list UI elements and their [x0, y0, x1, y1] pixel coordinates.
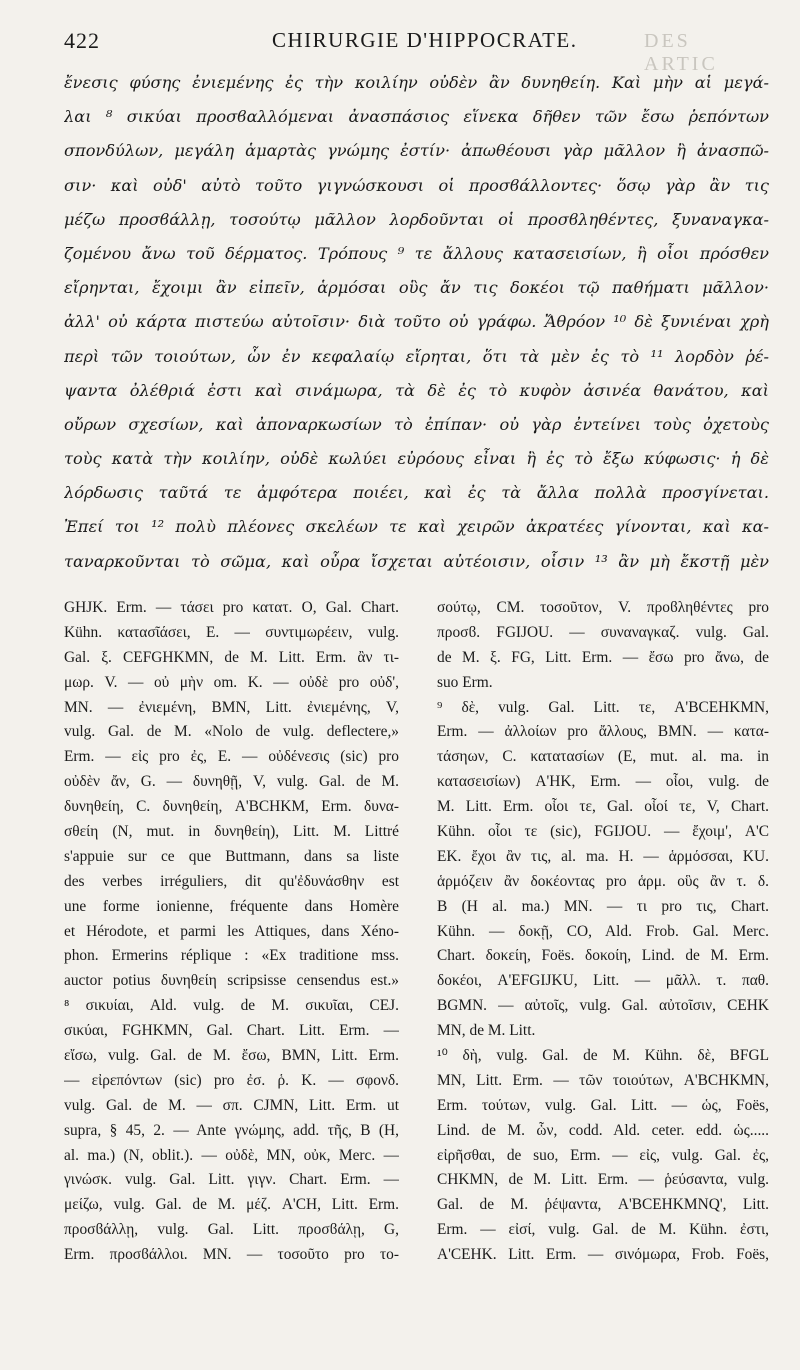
note-line: τάσηων, C. κατατασίων (E, mut. al. ma. in [437, 748, 769, 766]
text-line: οὔρων σχεσίων, καὶ ἀποναρκωσίων τὸ ἐπίπαν· οὐ γὰρ ἐντείνει τοὺς ὀχετοὺς [64, 414, 769, 434]
text-line: ἀλλ' οὐ κάρτα πιστεύω αὐτοῖσιν· διὰ τοῦτο οὐ γράφω. Ἄθρόον ¹⁰ δὲ ξυνιέναι χρὴ [64, 312, 769, 332]
note-line: Erm. — ἀλλοίων pro ἄλλους, BMN. — κατα- [437, 723, 769, 741]
note-line: MN. — ἐνιεμένη, BMN, Litt. ἐνιεμένης, V, [64, 698, 399, 716]
note-line: M. Litt. Erm. οἷοι τε, Gal. οἷοί τε, V, Chart. [437, 798, 769, 816]
note-line: γινώσκ. vulg. Gal. Litt. γιγν. Chart. Erm. — [64, 1171, 399, 1189]
notes-column-left [64, 596, 399, 1268]
note-line: CHKMN, de M. Litt. Erm. — ῥεύσαντα, vulg. [437, 1171, 769, 1189]
note-line: Erm. προσϐάλλοι. MN. — τοσοῦτο pro το- [64, 1246, 399, 1264]
note-line: προσϐάλλῃ, vulg. Gal. Litt. προσϐάλῃ, G, [64, 1221, 399, 1239]
note-line: Erm. — εἰσί, vulg. Gal. de M. Kühn. ἐστι, [437, 1221, 769, 1239]
note-line: auctor potius δυνηθείη scripsisse censendus est.» [64, 972, 399, 990]
note-line: MN, Litt. Erm. — τῶν τοιούτων, A'BCHKMN, [437, 1071, 769, 1089]
main-greek-text [64, 66, 769, 579]
text-line: λόρδωσις ταῦτά τε ἀμφότερα ποιέει, καὶ ἐς τὰ ἄλλα πολλὰ προσγίνεται. [64, 483, 769, 503]
note-line: et Hérodote, et parmi les Attiques, dans Xéno- [64, 922, 399, 940]
page-header [64, 28, 764, 75]
note-line: vulg. Gal. de M. — σπ. CJMN, Litt. Erm. ut [64, 1096, 399, 1114]
note-line: GHJK. Erm. — τάσει pro κατατ. O, Gal. Chart. [64, 599, 399, 616]
bleed-through-text: DES ARTIC [644, 30, 718, 75]
note-line: al. ma.) (N, oblit.). — οὐδὲ, MN, οὐκ, Merc. — [64, 1146, 399, 1164]
note-line: ἁρμόζειν ἂν δοκέοντας pro ἁρμ. οὓς ἂν τ. δ. [437, 872, 769, 890]
note-line: ⁸ σικυίαι, Ald. vulg. de M. σικυῖαι, CEJ. [64, 997, 399, 1015]
text-line: ψαντα ὀλέθριά ἐστι καὶ σινάμωρα, τὰ δὲ ἐς τὸ κυφὸν ἀσινέα θανάτου, καὶ [64, 380, 769, 400]
note-line: σθείη (N, mut. in δυνηθείη), Litt. M. Littré [64, 823, 399, 841]
note-line: προσϐ. FGIJOU. — συναναγκαζ. vulg. Gal. [437, 623, 769, 641]
note-line: Kühn. — δοκῇ, CO, Ald. Frob. Gal. Merc. [437, 922, 769, 940]
note-line: δοκέοι, A'EFGIJKU, Litt. — μᾶλλ. τ. παθ. [437, 972, 769, 990]
note-line: Erm. — εἰς pro ἐς, E. — οὐδένεσις (sic) pro [64, 748, 399, 766]
text-line: ἔνεσις φύσης ἐνιεμένης ἐς τὴν κοιλίην οὐδὲν ἂν δυνηθείη. Καὶ μὴν αἱ μεγά- [64, 73, 769, 92]
note-line: ⁹ δὲ, vulg. Gal. Litt. τε, A'BCEHKMN, [437, 698, 769, 716]
note-line: EK. ἔχοι ἂν τις, al. ma. H. — ἁρμόσσαι, KU. [437, 847, 769, 865]
note-line: suo Erm. [437, 673, 493, 691]
note-line: Erm. τούτων, vulg. Gal. Litt. — ὡς, Foës, [437, 1096, 769, 1114]
note-line: — εἰρεπόντων (sic) pro ἐσ. ῥ. K. — σφονδ. [64, 1071, 399, 1089]
text-line: σιν· καὶ οὐδ' αὐτὸ τοῦτο γιγνώσκουσι οἱ προσϐάλλοντες· ὅσῳ γὰρ ἂν τις [64, 175, 769, 195]
note-line: de M. ξ. FG, Litt. Erm. — ἔσω pro ἄνω, de [437, 648, 769, 666]
note-line: μείζω, vulg. Gal. de M. μέζ. A'CH, Litt. Erm. [64, 1196, 399, 1214]
note-line: supra, § 45, 2. — Ante γνώμης, add. τῆς, B (H, [64, 1121, 399, 1139]
text-line: ζομένου ἄνω τοῦ δέρματος. Τρόπους ⁹ τε ἄλλους κατασεισίων, ἢ οἷοι πρόσθεν [64, 243, 769, 263]
note-line: B (H al. ma.) MN. — τι pro τις, Chart. [437, 897, 769, 915]
note-line: une forme ionienne, fréquente dans Homère [64, 897, 399, 915]
note-line: οὐδὲν ἄν, G. — δυνηθῇ, V, vulg. Gal. de M. [64, 773, 399, 791]
note-line: ¹⁰ δὴ, vulg. Gal. de M. Kühn. δὲ, BFGL [437, 1047, 769, 1065]
note-line: εἴσω, vulg. Gal. de M. ἔσω, BMN, Litt. Erm. [64, 1047, 399, 1065]
note-line: des verbes irréguliers, dit qu'ἐδυνάσθην est [64, 872, 399, 890]
note-line: Chart. δοκείη, Foës. δοκοίη, Lind. de M. Erm. [437, 947, 769, 965]
note-line: MN, de M. Litt. [437, 1022, 536, 1040]
note-line: σικύαι, FGHKMN, Gal. Chart. Litt. Erm. — [64, 1022, 399, 1040]
note-line: A'CEHK. Litt. Erm. — σινόμωρα, Frob. Foës, [437, 1246, 769, 1264]
notes-column-right [437, 596, 769, 1268]
critical-apparatus [64, 596, 769, 1356]
note-line: vulg. Gal. de M. «Nolo de vulg. deflectere,» [64, 723, 399, 741]
text-line: περὶ τῶν τοιούτων, ὧν ἐν κεφαλαίῳ εἴρηται, ὅτι τὰ μὲν ἐς τὸ ¹¹ λορδὸν ῥέ- [64, 346, 769, 366]
note-line: κατασεισίων) A'HK, Erm. — οἷοι, vulg. de [437, 773, 769, 791]
note-line: μωρ. V. — οὐ μὴν om. K. — οὐδὲ pro οὐδ', [64, 673, 399, 691]
note-line: Gal. ξ. CEFGHKMN, de M. Litt. Erm. ἂν τι- [64, 648, 399, 666]
note-line: Kühn. κατασῖάσει, E. — συντιμωρέειν, vulg. [64, 623, 399, 641]
text-line: σπονδύλων, μεγάλη ἁμαρτὰς γνώμης ἐστίν· ἀπωθέουσι γὰρ μᾶλλον ἢ ἀνασπῶ- [64, 141, 769, 161]
note-line: δυνηθείη, C. δυνηθείη, A'BCHKM, Erm. δυνα- [64, 798, 399, 816]
page-number: 422 [64, 28, 100, 53]
note-line: εἰρῆσθαι, de suo, Erm. — εἰς, vulg. Gal. ἐς, [437, 1146, 769, 1164]
note-line: Kühn. οἷοι τε (sic), FGIJOU. — ἔχοιμ', A'C [437, 823, 769, 841]
text-line: ταναρκοῦνται τὸ σῶμα, καὶ οὖρα ἴσχεται αὐτέοισιν, οἷσιν ¹³ ἂν μὴ ἔκστῇ μὲν [64, 551, 769, 571]
note-line: s'appuie sur ce que Buttmann, dans sa liste [64, 847, 399, 865]
note-line: BGMN. — αὐτοῖς, vulg. Gal. αὐτοῖσιν, CEHK [437, 997, 769, 1015]
note-line: Gal. de M. ῥέψαντα, A'BCEHKMNQ', Litt. [437, 1196, 769, 1214]
text-line: τοὺς κατὰ τὴν κοιλίην, οὐδὲ κωλύει εὐρόους εἶναι ἢ ἐς τὸ ἔξω κύφωσις· ἡ δὲ [64, 449, 769, 469]
note-line: phon. Ermerins réplique : «Ex traditione mss. [64, 947, 399, 965]
note-line: σούτῳ, CM. τοσοῦτον, V. προϐληθέντες pro [437, 599, 769, 616]
text-line: Ἐπεί τοι ¹² πολὺ πλέονες σκελέων τε καὶ χειρῶν ἀκρατέες γίνονται, καὶ κα- [64, 517, 769, 537]
running-title: CHIRURGIE D'HIPPOCRATE. [272, 28, 578, 52]
text-line: λαι ⁸ σικύαι προσϐαλλόμεναι ἀνασπάσιος εἵνεκα δῆθεν τῶν ἔσω ῥεπόντων [64, 107, 769, 127]
note-line: Lind. de M. ὧν, codd. Ald. ceter. edd. ὡς..... [437, 1121, 769, 1139]
text-line: μέζω προσϐάλλῃ, τοσούτῳ μᾶλλον λορδοῦνται οἱ προσϐληθέντες, ξυναναγκα- [64, 209, 769, 229]
text-line: εἴρηνται, ἔχοιμι ἂν εἰπεῖν, ἁρμόσαι οὓς ἄν τις δοκέοι τῷ παθήματι μᾶλλον· [64, 278, 769, 298]
